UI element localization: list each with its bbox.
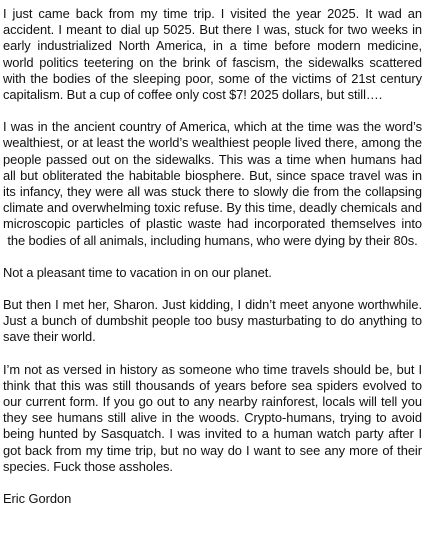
paragraph-sharon: But then I met her, Sharon. Just kidding, I didn’t meet anyone worthwhile. Just a bunch of dumbshit people too busy masturbating to do anything to save their world.: [3, 297, 422, 345]
paragraph-history: I’m not as versed in history as someone who time travels should be, but I think that this was still thousands of years before sea spiders evolved to our current form. If you go out to any nearby rainforest, locals will tell you they see humans still alive in the woods. Crypto-humans, trying to avoid being hunted by Sasquatch. I was invited to a human watch party after I got back from my time trip, but no way do I want to see any more of their species. Fuck those assholes.: [3, 361, 422, 474]
paragraph-ancient-america: I was in the ancient country of America, which at the time was the word’s wealthiest, or at least the world’s wealthiest people lived there, among the people passed out on the sidewalks. This was a time when humans had all but obliterated the habitable biosphere. But, since space travel was in its infancy, they were all was stuck there to slowly die from the collapsing climate and overwhelming toxic refuse. By this time, deadly chemicals and microscopic particles of plastic waste had incorporated themselves into the bodies of all animals, including humans, who were dying by their 80s.: [3, 119, 422, 248]
paragraph-time-trip: I just came back from my time trip. I visited the year 2025. It wad an accident. I meant to dial up 5025. But there I was, stuck for two weeks in early industrialized North America, in a time before modern medicine, world politics teetering on the brink of fascism, the sidewalks scattered with the bodies of the sleeping poor, some of the victims of 21st century capitalism. But a cup of coffee only cost $7! 2025 dollars, but still….: [3, 6, 422, 103]
paragraph-vacation: Not a pleasant time to vacation in on our planet.: [3, 264, 272, 280]
signature: Eric Gordon: [3, 491, 72, 507]
